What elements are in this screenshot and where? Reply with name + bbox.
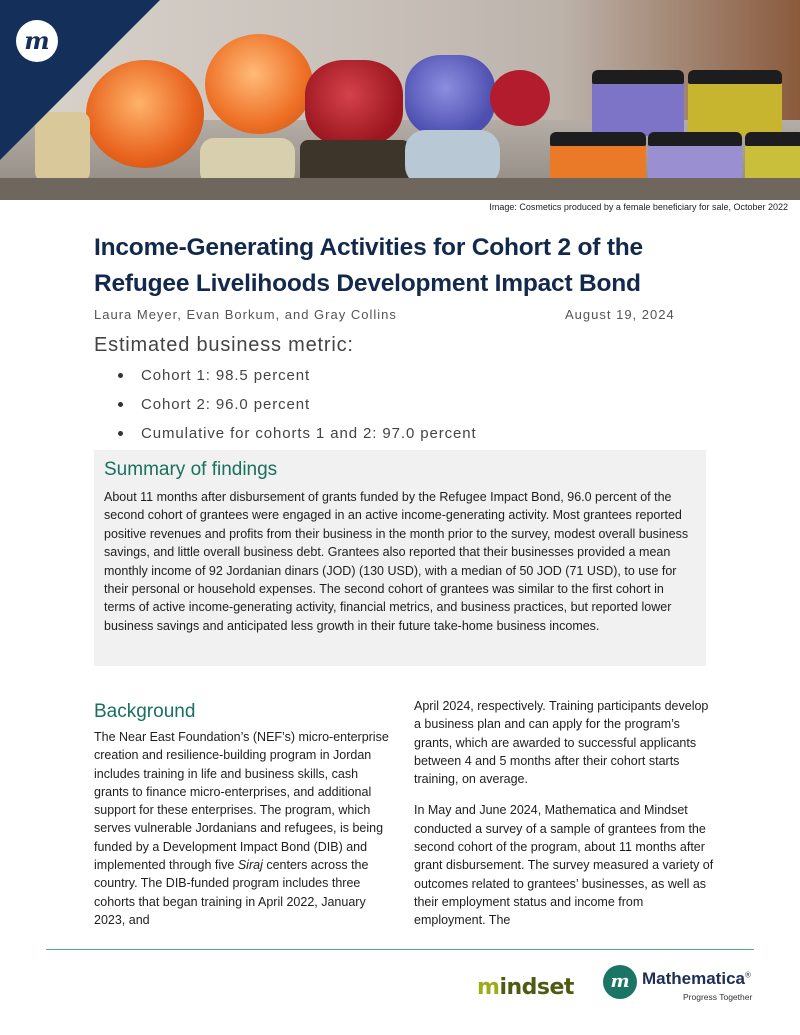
- summary-heading: Summary of findings: [104, 459, 278, 480]
- mindset-logo-m: m: [477, 975, 500, 1000]
- metric-heading: Estimated business metric:: [94, 334, 354, 356]
- soap-wrapped: [490, 70, 550, 126]
- background-paragraph: [94, 728, 394, 929]
- footer-rule: [46, 949, 754, 950]
- left-column: [94, 700, 394, 929]
- authors: Laura Meyer, Evan Borkum, and Gray Collins: [94, 307, 397, 322]
- soap-rose: [205, 34, 313, 134]
- title-line-1: Income-Generating Activities for Cohort 2 of the: [94, 234, 643, 261]
- background-text: The Near East Foundation’s (NEF’s) micro-enterprise creation and resilience-building program in Jordan includes training in life and business skills, cash grants to finance micro-enterprises, and additional support for these enterprises. The program, which serves vulnerable Jordanians and refugees, is being funded by a Development Impact Bond (DIB) and implemented through five: [94, 730, 389, 873]
- survey-paragraph: In May and June 2024, Mathematica and Mindset conducted a survey of a sample of grantees from the second cohort of the program, about 11 months after grant disbursement. The survey measured a variety of outcomes related to grantees’ businesses, as well as their employment status and income from employment. The: [414, 803, 714, 928]
- photo-caption: Image: Cosmetics produced by a female beneficiary for sale, October 2022: [489, 202, 788, 212]
- metric-item: Cumulative for cohorts 1 and 2: 97.0 percent: [118, 424, 477, 453]
- background-heading: Background: [94, 701, 196, 722]
- jar-yellow: [688, 70, 782, 136]
- mathematica-logo-icon: m: [16, 20, 58, 62]
- header-photo: [0, 0, 800, 200]
- siraj-italic: Siraj: [237, 858, 263, 873]
- mathematica-name: Mathematica: [642, 969, 745, 988]
- mindset-logo: [477, 975, 574, 1000]
- summary-box: [94, 450, 706, 666]
- background-text: centers across the country. The DIB-funded program includes three cohorts that began training in April 2022, January 2023, and: [94, 858, 369, 927]
- page-title: [94, 230, 714, 302]
- publication-date: August 19, 2024: [565, 307, 675, 322]
- soap-heart: [305, 60, 403, 146]
- mathematica-footer-icon: m: [603, 965, 637, 999]
- right-column: [414, 697, 714, 930]
- jar-purple: [592, 70, 684, 136]
- registered-mark: ®: [744, 970, 751, 980]
- photo-shelf: [0, 178, 800, 200]
- mindset-logo-text: indset: [499, 975, 574, 1000]
- metric-list: [118, 366, 477, 453]
- background-paragraph: April 2024, respectively. Training participants develop a business plan and can apply for the program’s grants, which are awarded to successful applicants between 4 and 5 months after their cohort starts training, on average.: [414, 699, 709, 787]
- soap-heart: [405, 55, 495, 137]
- metric-item: Cohort 1: 98.5 percent: [118, 366, 477, 395]
- mathematica-tagline: Progress Together: [683, 992, 753, 1002]
- title-line-2: Refugee Livelihoods Development Impact Bond: [94, 270, 641, 297]
- summary-body: About 11 months after disbursement of grants funded by the Refugee Impact Bond, 96.0 percent of the second cohort of grantees were engaged in an active income-generating activity. Most grantees reported positive revenues and profits from their business in the month prior to the survey, modest overall business savings, and little overall business debt. Grantees also reported that their businesses provided a mean monthly income of 92 Jordanian dinars (JOD) (130 USD), with a median of 50 JOD (71 USD), to use for their personal or household expenses. The second cohort of grantees was similar to the first cohort in terms of active income-generating activity, financial metrics, and business practices, but reported lower business savings and anticipated less growth in their future take-home business incomes.: [104, 490, 689, 633]
- metric-item: Cohort 2: 96.0 percent: [118, 395, 477, 424]
- mathematica-wordmark: [642, 969, 751, 989]
